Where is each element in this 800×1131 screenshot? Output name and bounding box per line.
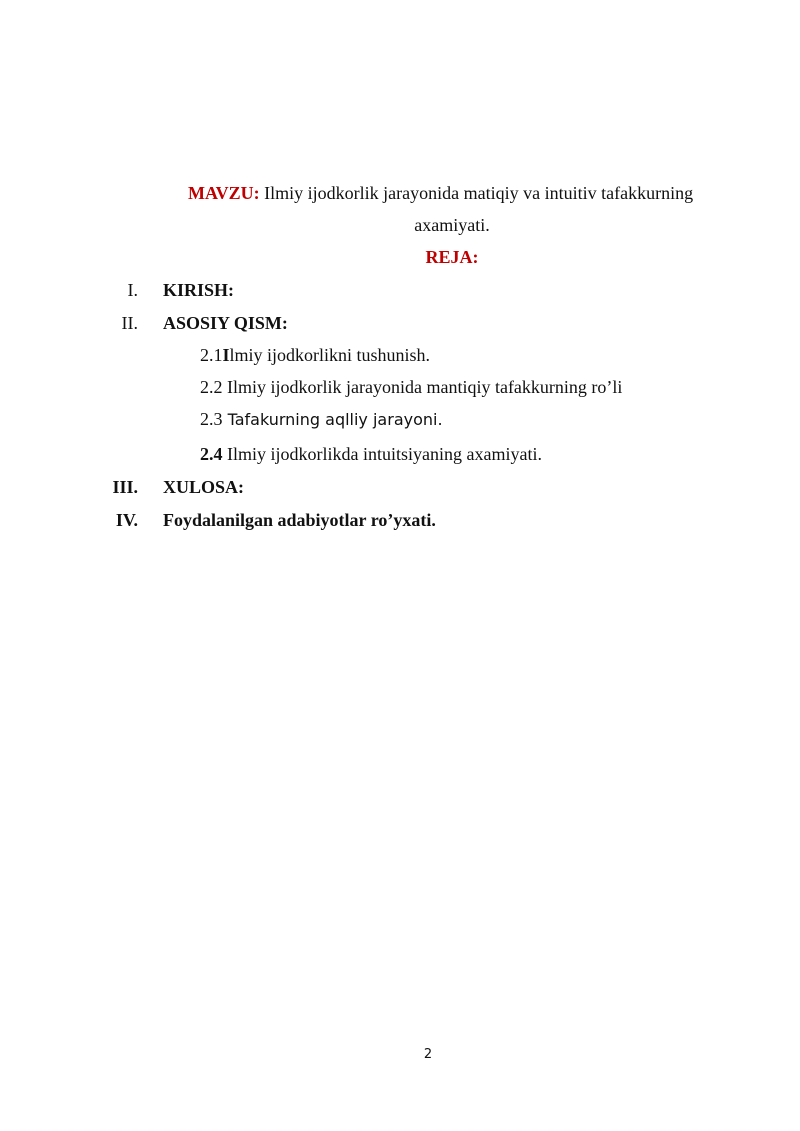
topic-label: MAVZU:: [188, 183, 260, 203]
subsection-item: [200, 375, 622, 399]
section-numeral: II.: [121, 313, 138, 333]
subsection-text: Tafakurning aqlliy jarayoni.: [222, 410, 443, 429]
topic-text-line1: Ilmiy ijodkorlik jarayonida matiqiy va intuitiv tafakkurning: [259, 183, 694, 203]
subsection-number: 2.1: [200, 345, 223, 365]
subsection-first-letter: I: [222, 345, 230, 365]
subsection-text: Ilmiy ijodkorlikda intuitsiyaning axamiyati.: [222, 444, 542, 464]
subsection-number: 2.3: [200, 409, 223, 429]
plan-title: REJA:: [425, 247, 479, 267]
section-numeral: IV.: [115, 510, 138, 530]
subsection-number: 2.2: [200, 377, 223, 397]
section-numeral: I.: [127, 280, 138, 300]
section-title: XULOSA:: [163, 477, 245, 497]
section-numeral: III.: [112, 477, 138, 497]
subsection-text: Ilmiy ijodkorlik jarayonida mantiqiy tafakkurning ro’li: [222, 377, 623, 397]
topic-line: [188, 181, 728, 205]
subsection-item: [200, 407, 443, 432]
section-title: KIRISH:: [163, 280, 235, 300]
subsection-number: 2.4: [200, 444, 223, 464]
subsection-item: [200, 343, 430, 367]
topic-text-line2: axamiyati.: [414, 215, 490, 235]
page-number: 2: [423, 1047, 433, 1062]
subsection-item: [200, 442, 542, 466]
section-title: ASOSIY QISM:: [163, 313, 288, 333]
subsection-text: lmiy ijodkorlikni tushunish.: [229, 345, 431, 365]
section-title: Foydalanilgan adabiyotlar ro’yxati.: [163, 510, 436, 530]
